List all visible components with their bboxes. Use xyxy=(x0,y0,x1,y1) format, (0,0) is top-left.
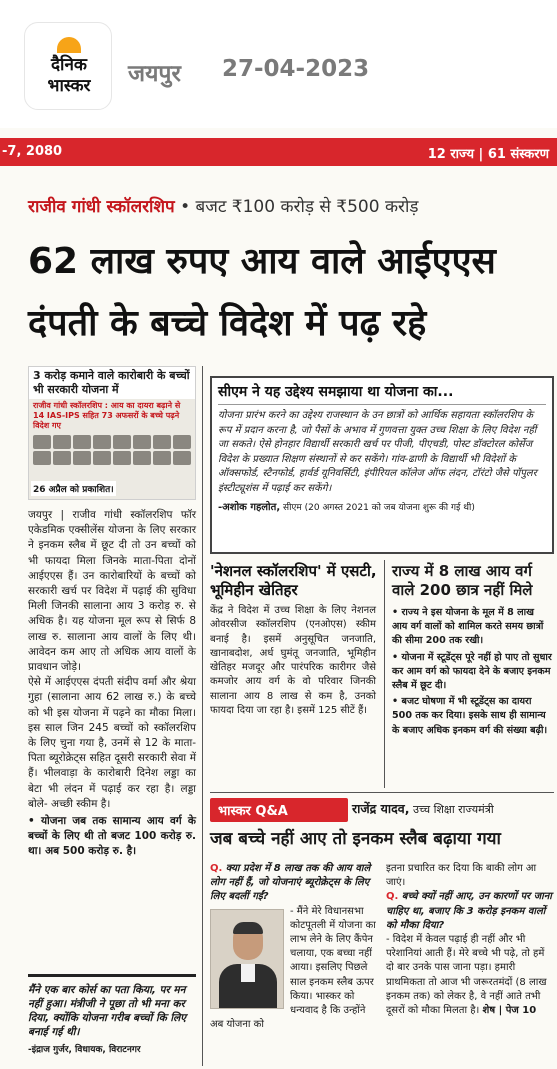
story-para-2: ऐसे में आईएएस दंपती संदीप वर्मा और श्रेया गुहा (सालाना आय 62 लाख रु.) के बच्चे को भी इस योजना में पढ़ने का मौका मिला। इस साल जिन 245 बच्चों को स्कॉलरशिप के लिए चुना गया है, उनमें से 12 के माता-पिता ब्यूरोक्रेट्स सहित दूसरी सरकारी सेवा में हैं। भीलवाड़ा के कारोबारी दिनेश लड्डा का बेटा भी लंदन में पढ़ाई कर रहा है। लड्डा बोले- अच्छी स्कीम है। xyxy=(28,676,196,810)
qa-interviewee: राजेंद्र यादव, उच्च शिक्षा राज्यमंत्री xyxy=(352,801,494,816)
clipping-caption: 3 करोड़ कमाने वाले कारोबारी के बच्चों भी सरकारी योजना में xyxy=(29,367,195,399)
minister-photo xyxy=(210,909,284,1009)
state-students-title: राज्य में 8 लाख आय वर्ग वाले 200 छात्र नहीं मिले xyxy=(392,562,533,599)
epaper-page[interactable] xyxy=(0,128,557,1069)
page-topbar xyxy=(0,138,557,166)
column-rule xyxy=(384,560,385,788)
state-students-body xyxy=(392,606,552,740)
sun-icon xyxy=(57,37,81,53)
clipping-photo-grid xyxy=(29,433,195,467)
story-para-1: जयपुर | राजीव गांधी स्कॉलरशिप फॉर एकेडमिक एक्सीलेंस योजना के लिए सरकार ने इनकम स्लैब में छूट दी तो उन बच्चों को भी फायदा मिला जिनके माता-पिता दोनों आईएएस हैं। उन कारोबारियों के बच्चों को सरकारी खर्च पर विदेश में पढ़ाई की सुविधा मिली जिनकी सालाना आय 3 करोड़ रु. से अधिक है। यह योजना मूल रूप से सिर्फ 8 लाख रु. सालाना आय वालों के लिए थी। आवेदन कम आए तो अधिक आय वालों के प्रावधान जोड़े। xyxy=(28,509,196,674)
kicker-main: राजीव गांधी स्कॉलरशिप xyxy=(28,197,175,217)
continued-footer: शेष | पेज 10 xyxy=(482,1005,537,1017)
answer-1-continued: इतना प्रचारित कर दिया कि बाकी लोग आ जाएं। xyxy=(386,863,537,889)
clipping-headline: राजीव गांधी स्कॉलरशिप : आय का दायरा बढ़ाने से 14 IAS-IPS सहित 73 अफसरों के बच्चे पढ़ने विदेश गए xyxy=(33,401,181,430)
bullet-2: • योजना में स्टूडेंट्स पूरे नहीं हो पाए तो सुधार कर आम वर्ग को फायदा देने के बजाए इनकम स्लैब में छूट दी। xyxy=(392,651,552,692)
column-rule xyxy=(202,366,203,1066)
dainik-bhaskar-logo[interactable] xyxy=(24,22,112,110)
mla-quote-text: मैंने एक बार कोर्स का पता किया, पर मन नहीं हुआ। मंत्रीजी ने पूछा तो भी मना कर दिया, क्योंकि योजना गरीब बच्चों कि लिए बनाई गई थी। xyxy=(28,984,187,1038)
qa-headline: जब बच्चे नहीं आए तो इनकम स्लैब बढ़ाया गया xyxy=(210,829,501,849)
clipping-footer: 26 अप्रैल को प्रकाशित। xyxy=(31,481,116,496)
topbar-date: -7, 2080 xyxy=(2,144,63,159)
mla-quote xyxy=(28,974,196,1057)
bullet-1: • राज्य ने इस योजना के मूल में 8 लाख आय वर्ग वालों को शामिल करते समय छात्रों की सीमा 200 तक रखी। xyxy=(392,607,544,647)
logo-text-line2: भास्कर xyxy=(47,76,91,96)
logo-text-line1: दैनिक xyxy=(51,55,87,75)
qa-left-column xyxy=(210,862,378,1032)
bhaskar-qa-tag: भास्कर Q&A xyxy=(210,798,348,822)
left-column-story xyxy=(28,508,196,860)
answer-2: - विदेश में केवल पढ़ाई ही नहीं और भी परेशानियां आती हैं। मेरे बच्चे भी पढ़े, तो हमें दो बार उनके पास जाना पड़ा। हमारी प्राथमिकता तो आज भी जरूरतमंदों (8 लाख इनकम तक) को लेकर है, वे नहीं आते तभी दूसरों को मौका मिलता है। शेष | पेज 10 xyxy=(386,934,547,1017)
cm-box-attribution: -अशोक गहलोत, सीएम (20 अगस्त 2021 को जब योजना शुरू की गई थी) xyxy=(218,502,475,513)
cm-objective-box xyxy=(210,376,554,554)
headline-line2: दंपती के बच्चे विदेश में पढ़ रहे xyxy=(28,303,427,344)
question-2: Q. बच्चे क्यों नहीं आए, उन कारणों पर जाना चाहिए था, बजाए कि 3 करोड़ इनकम वालों को मौका दिया? xyxy=(386,891,552,931)
app-header xyxy=(0,0,557,128)
national-scholarship-body: केंद्र ने विदेश में उच्च शिक्षा के लिए नेशनल ओवरसीज स्कॉलरशिप (एनओएस) स्कीम बनाई है। इसमें अनुसूचित जनजाति, खानाबदोश, अर्ध घुमंतू जनजाति, भूमिहीन खेतिहर मजदूर और पारंपरिक कारीगर जैसे कमजोर आय वर्ग के वो परिवार जिनकी सालाना आय 8 लाख से कम है, उनको फायदा दिया जा रहा है। इसमें 125 सीटें हैं। xyxy=(210,605,376,717)
question-1: Q. क्या प्रदेश में 8 लाख तक की आय वाले लोग नहीं हैं, जो योजनाएं ब्यूरोक्रेट्स के लिए लिए बदलीं गईं? xyxy=(210,863,371,903)
story-kicker xyxy=(28,194,418,217)
answer-1: - मैंने मेरे विधानसभा कोटपूतली में योजना का लाभ लेने के लिए कैंपेन चलाया, एक बच्चा नहीं आया। इसलिए पिछले साल इनकम स्लैब ऊपर किया। भास्कर को धन्यवाद है कि उन्होंने अब योजना को xyxy=(210,905,376,1031)
mla-quote-attribution: -इंद्राज गुर्जर, विधायक, विराटनगर xyxy=(28,1045,141,1055)
qa-right-column xyxy=(386,862,552,1018)
topbar-editions: 12 राज्य | 61 संस्करण xyxy=(427,147,549,162)
national-scholarship-title: 'नेशनल स्कॉलरशिप' में एसटी, भूमिहीन खेतिहर xyxy=(210,562,377,599)
headline-line1: 62 लाख रुपए आय वाले आईएएस xyxy=(28,241,496,282)
kicker-sub: • बजट ₹100 करोड़ से ₹500 करोड़ xyxy=(174,197,419,217)
bullet-3: • बजट घोषणा में भी स्टूडेंट्स का दायरा 500 तक कर दिया। इसके साथ ही सामान्य के बजाए अधिक इनकम वर्ग की संख्या बढ़ी। xyxy=(392,696,548,736)
previous-story-clipping xyxy=(28,366,196,500)
cm-box-title: सीएम ने यह उद्देश्य समझाया था योजना का... xyxy=(218,382,546,405)
cm-box-body: योजना प्रारंभ करने का उद्देश्य राजस्थान के उन छात्रों को आर्थिक सहायता स्कॉलरशिप के रूप में प्रदान करना है, जो पैसों के अभाव में गुणवत्ता युक्त उच्च शिक्षा के लिए विदेश नहीं जा सकते। ऐसे होनहार विद्यार्थी सरकारी खर्च पर पीजी, पीएचडी, पोस्ट डॉक्टोरल कोर्सेज विदेश के प्रख्यात शिक्षण संस्थानों से कर सकेंगे। गांव-ढाणी के विद्यार्थी भी विदेशों के ऑक्सफोर्ड, स्टैनफोर्ड, हार्वर्ड यूनिवर्सिटी, इंपीरियल कॉलेज ऑफ लंदन, टॉरंटो जैसे पॉपुलर इंस्टीट्यूशंस में पढ़ाई कर सकेंगे। xyxy=(218,410,537,494)
section-rule xyxy=(210,792,554,793)
budget-bullet: • योजना जब तक सामान्य आय वर्ग के बच्चों के लिए थी तो बजट 100 करोड़ रु. था। अब 500 करोड़ रु. है। xyxy=(28,815,196,858)
edition-city[interactable]: जयपुर xyxy=(128,61,181,87)
edition-date[interactable]: 27-04-2023 xyxy=(222,56,370,82)
